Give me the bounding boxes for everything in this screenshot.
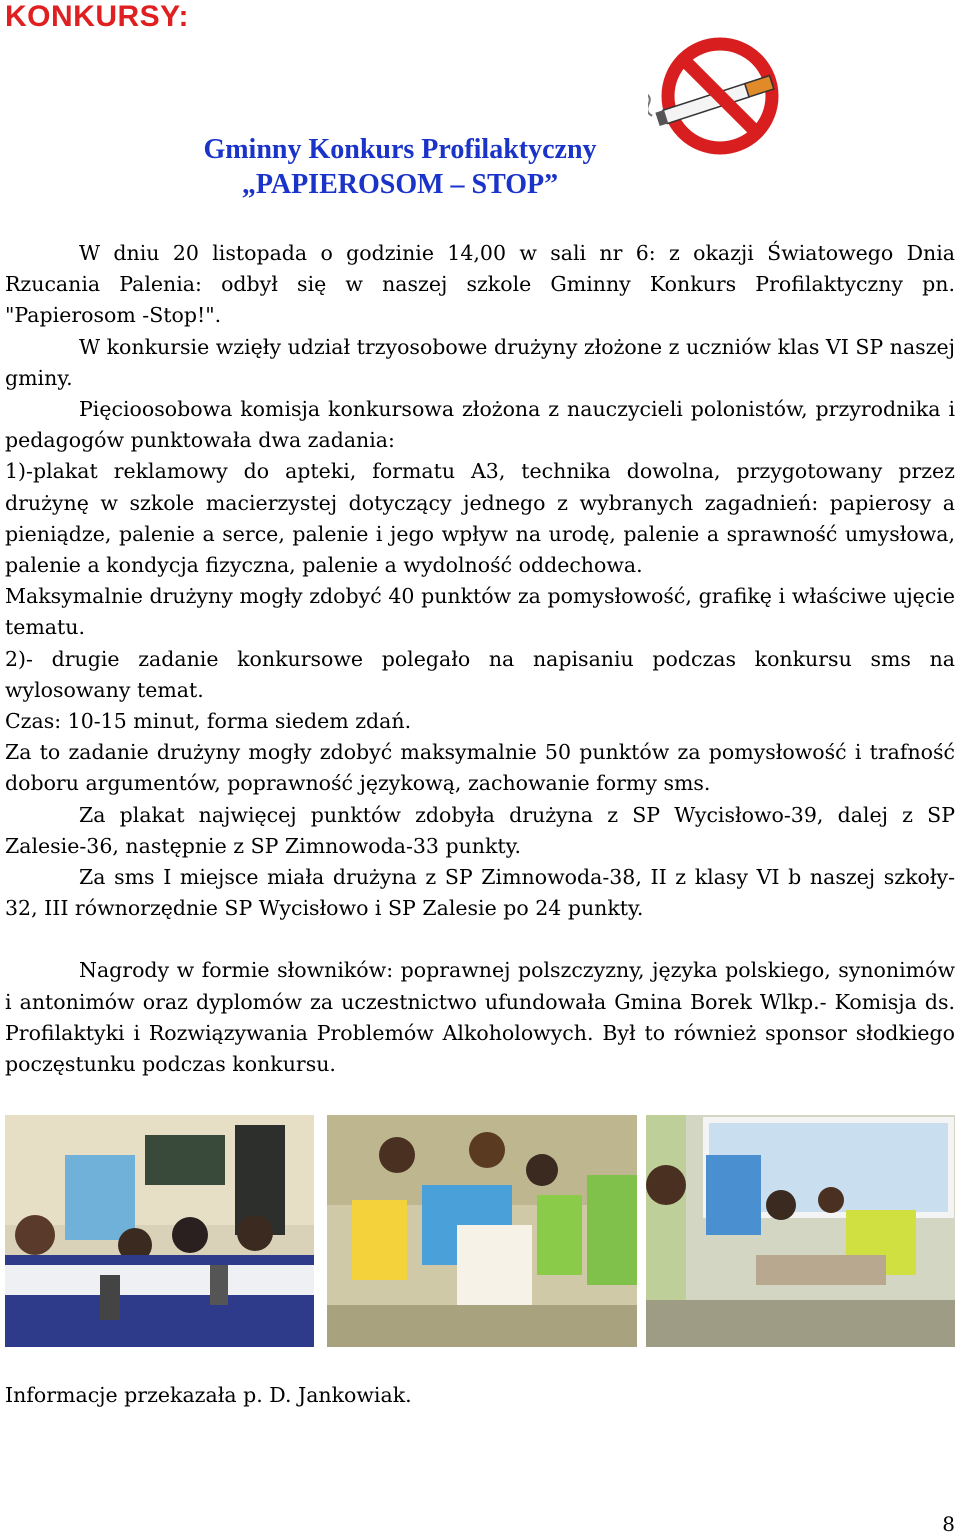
- paragraph-intro: W dniu 20 listopada o godzinie 14,00 w sali nr 6: z okazji Światowego Dnia Rzucania Palenia: odbył się w naszej szkole Gminny Konkurs Profilaktyczny pn. "Papierosom -Stop!".: [5, 241, 955, 328]
- paragraph-task1-points: Maksymalnie drużyny mogły zdobyć 40 punktów za pomysłowość, grafikę i właściwe ujęcie tematu.: [5, 584, 955, 640]
- paragraph-poster-results: Za plakat najwięcej punktów zdobyła drużyna z SP Wycisłowo-39, dalej z SP Zalesie-36, następnie z SP Zimnowoda-33 punkty.: [5, 802, 955, 858]
- contest-title-line2: „PAPIEROSOM – STOP”: [241, 169, 559, 200]
- paragraph-task2: 2)- drugie zadanie konkursowe polegało na napisaniu podczas konkursu sms na wylosowany temat.: [5, 646, 955, 702]
- photo-jury-table: [5, 1115, 314, 1347]
- paragraph-prizes: Nagrody w formie słowników: poprawnej polszczyzny, języka polskiego, synonimów i antonimów oraz dyplomów za uczestnictwo ufundowała Gmina Borek Wlkp.- Komisja ds. Profilaktyki i Rozwiązywania Problemów Alkoholowych. Był to również sponsor słodkiego poczęstunku podczas konkursu.: [5, 958, 955, 1077]
- photo-students-posters: [327, 1115, 637, 1347]
- paragraph-task1: 1)-plakat reklamowy do apteki, formatu A3, technika dowolna, przygotowany przez drużynę w szkole macierzystej dotyczący jednego z wybranych zagadnień: papierosy a pieniądze, palenie a serce, palenie i jego wpływ na urodę, palenie a sprawność umysłowa, palenie a kondycja fizyczna, palenie a wydolność oddechowa.: [5, 459, 955, 578]
- paragraph-time: Czas: 10-15 minut, forma siedem zdań.: [5, 709, 412, 734]
- body-text: [5, 238, 955, 1080]
- paragraph-participants: W konkursie wzięły udział trzyosobowe drużyny złożone z uczniów klas VI SP naszej gminy.: [5, 334, 955, 390]
- contest-title-line1: Gminny Konkurs Profilaktyczny: [203, 134, 597, 165]
- section-title: KONKURSY:: [5, 0, 189, 33]
- paragraph-jury: Pięcioosobowa komisja konkursowa złożona z nauczycieli polonistów, przyrodnika i pedagogów punktowała dwa zadania:: [5, 397, 955, 453]
- paragraph-sms-results: Za sms I miejsce miała drużyna z SP Zimnowoda-38, II z klasy VI b naszej szkoły-32, III równorzędnie SP Wycisłowo i SP Zalesie po 24 punkty.: [5, 865, 955, 921]
- no-smoking-icon: [648, 36, 782, 164]
- photo-strip: [5, 1115, 955, 1347]
- photo-classroom: [646, 1115, 955, 1347]
- info-footer: Informacje przekazała p. D. Jankowiak.: [5, 1383, 412, 1407]
- paragraph-task2-points: Za to zadanie drużyny mogły zdobyć maksymalnie 50 punktów za pomysłowość i trafność doboru argumentów, poprawność językową, zachowanie formy sms.: [5, 740, 955, 796]
- page-number: 8: [942, 1512, 955, 1536]
